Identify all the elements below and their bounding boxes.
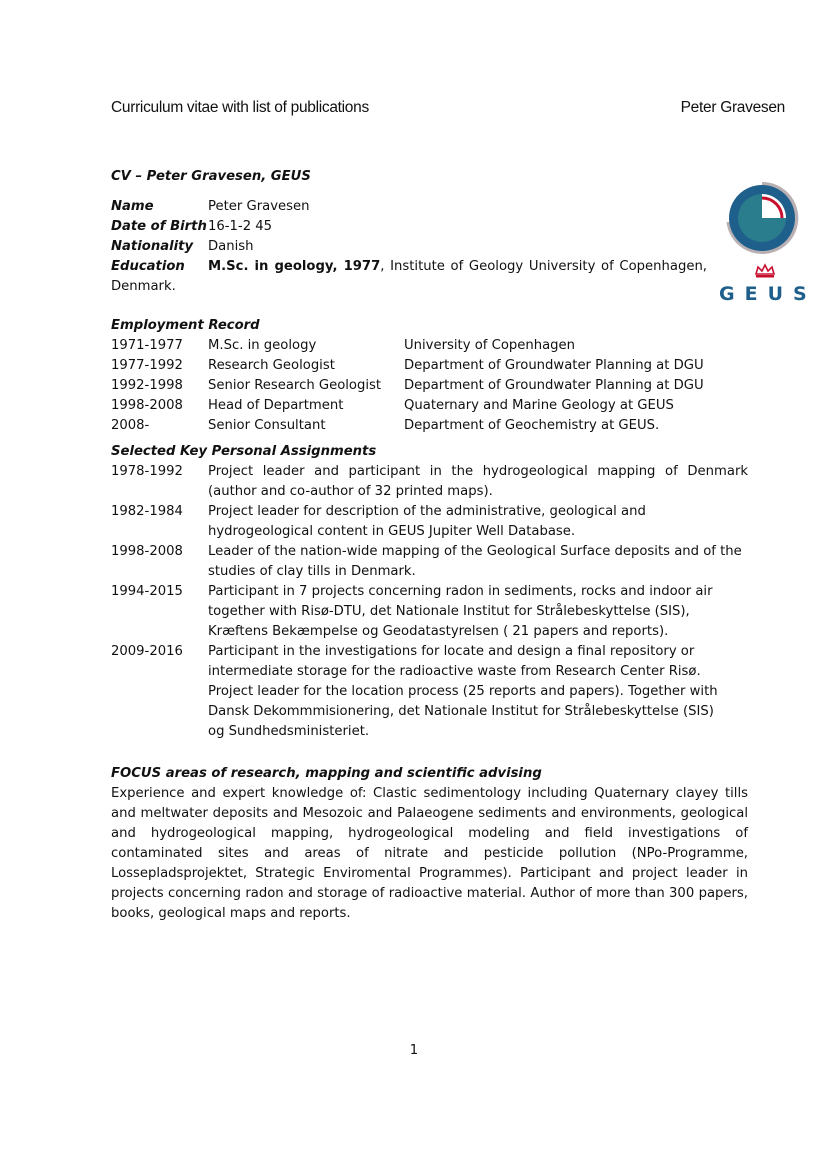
geus-logo [718, 178, 828, 308]
assignment-years: 1998-2008 [111, 544, 183, 559]
employment-place: University of Copenhagen [404, 338, 576, 353]
detail-value: Danish [208, 239, 254, 254]
employment-heading: Employment Record [111, 318, 260, 333]
detail-label: Nationality [111, 239, 194, 254]
education-degree: M.Sc. in geology, 1977 [208, 259, 381, 274]
employment-place: Department of Geochemistry at GEUS. [404, 418, 660, 433]
crown-icon [756, 265, 774, 278]
assignment-years: 1978-1992 [111, 464, 183, 479]
employment-position: M.Sc. in geology [208, 338, 317, 353]
employment-years: 1992-1998 [111, 378, 183, 393]
employment-position: Senior Consultant [208, 418, 326, 433]
detail-value: Peter Gravesen [208, 199, 310, 214]
detail-row [111, 237, 711, 257]
employment-row [111, 376, 704, 396]
employment-years: 2008- [111, 418, 150, 433]
logo-text: GEUS [719, 283, 817, 305]
employment-years: 1998-2008 [111, 398, 183, 413]
assignment-item [111, 502, 748, 542]
employment-position: Senior Research Geologist [208, 378, 382, 393]
education-entry [111, 257, 707, 297]
header-author: Peter Gravesen [680, 99, 785, 116]
focus-heading: FOCUS areas of research, mapping and scientific advising [111, 766, 542, 781]
page-number: 1 [409, 1043, 419, 1058]
assignment-item [111, 542, 748, 582]
assignment-years: 1982-1984 [111, 504, 183, 519]
employment-years: 1971-1977 [111, 338, 183, 353]
assignment-years: 1994-2015 [111, 584, 183, 599]
detail-label: Date of Birth [111, 219, 207, 234]
assignment-item [111, 462, 748, 502]
cv-title: CV – Peter Gravesen, GEUS [111, 169, 311, 184]
employment-row [111, 336, 704, 356]
employment-place: Department of Groundwater Planning at DGU [404, 358, 704, 373]
assignment-text: Participant in 7 projects concerning radon in sediments, rocks and indoor air together with Risø-DTU, det Nationale Institut for Strålebeskyttelse (SIS), Kræftens Bekæmpelse og Geodatastyrelsen ( 21 papers and reports). [208, 584, 713, 639]
employment-position: Head of Department [208, 398, 344, 413]
personal-details [111, 197, 711, 257]
employment-years: 1977-1992 [111, 358, 183, 373]
employment-table [111, 336, 704, 436]
assignment-text: Project leader and participant in the hydrogeological mapping of Denmark (author and co-author of 32 printed maps). [208, 464, 748, 499]
assignment-text: Leader of the nation-wide mapping of the Geological Surface deposits and of the studies of clay tills in Denmark. [208, 544, 742, 579]
assignment-years: 2009-2016 [111, 644, 183, 659]
detail-row [111, 197, 711, 217]
assignments-heading: Selected Key Personal Assignments [111, 444, 377, 459]
employment-row [111, 396, 704, 416]
employment-place: Quaternary and Marine Geology at GEUS [404, 398, 674, 413]
header-title: Curriculum vitae with list of publications [111, 99, 369, 116]
education-institution: , Institute of Geology University of Copenhagen, Denmark. [111, 259, 707, 294]
assignment-item [111, 642, 748, 742]
employment-row [111, 356, 704, 376]
employment-position: Research Geologist [208, 358, 335, 373]
employment-row [111, 416, 704, 436]
employment-place: Department of Groundwater Planning at DGU [404, 378, 704, 393]
focus-text: Experience and expert knowledge of: Clastic sedimentology including Quaternary clayey tills and meltwater deposits and Mesozoic and Palaeogene sediments and environments, geological and hydrogeological mapping, hydrogeological modeling and field investigations of contaminated sites and areas of nitrate and pesticide pollution (NPo-Programme, Lossepladsprojektet, Strategic Enviromental Programmes). Participant and project leader in projects concerning radon and storage of radioactive material. Author of more than 300 papers, books, geological maps and reports. [111, 786, 748, 921]
geus-emblem-icon [718, 178, 828, 308]
assignment-text: Participant in the investigations for locate and design a final repository or intermediate storage for the radioactive waste from Research Center Risø. Project leader for the location process (25 reports and papers). Together with Dansk Dekommmisionering, det Nationale Institut for Strålebeskyttelse (SIS) og Sundhedsministeriet. [208, 644, 718, 739]
education-label: Education [111, 259, 185, 274]
detail-value: 16-1-2 45 [208, 219, 273, 234]
assignment-text: Project leader for description of the administrative, geological and hydrogeological content in GEUS Jupiter Well Database. [208, 504, 646, 539]
assignment-item [111, 582, 748, 642]
assignments-list [111, 462, 748, 742]
detail-row [111, 217, 711, 237]
detail-label: Name [111, 199, 154, 214]
